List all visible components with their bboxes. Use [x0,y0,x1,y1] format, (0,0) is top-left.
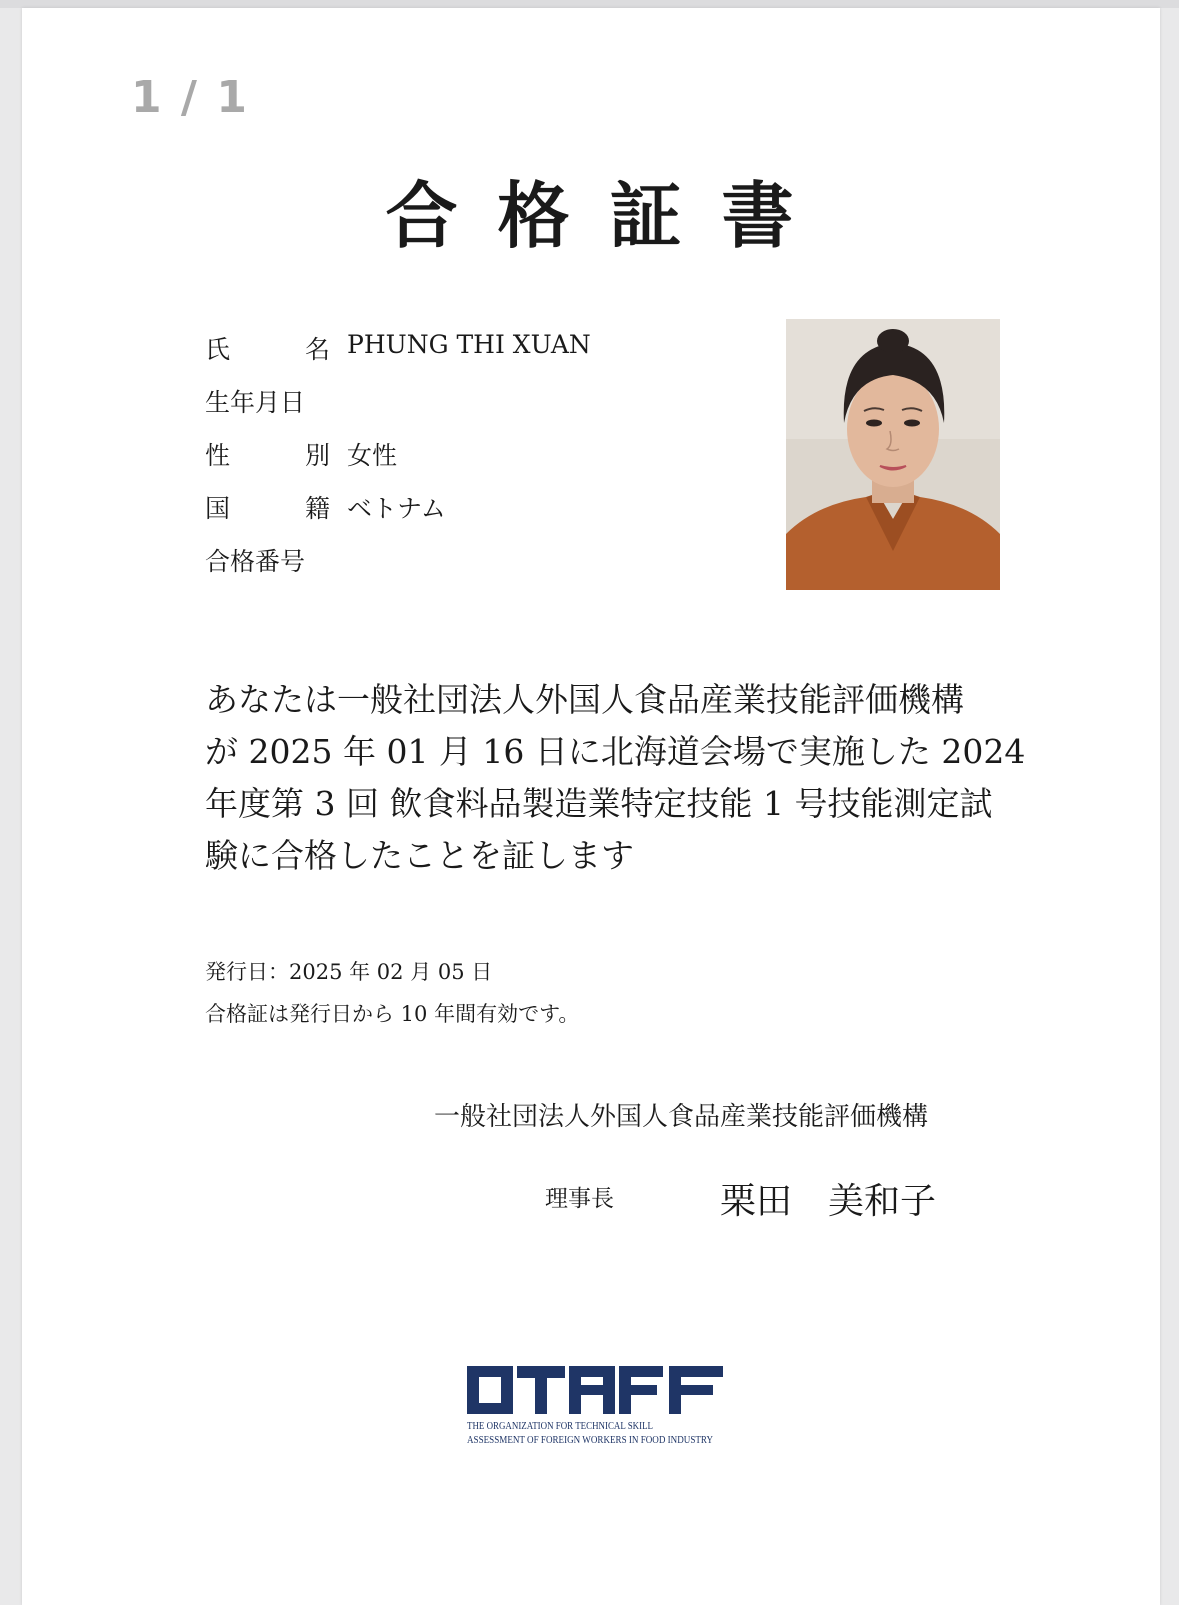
statement-line-1: あなたは一般社団法人外国人食品産業技能評価機構 [205,680,964,719]
certificate-statement [205,674,1026,882]
otaff-logo-mark [464,1362,726,1450]
applicant-photo-drawing [786,319,1000,590]
issuing-organization: 一般社団法人外国人食品産業技能評価機構 [434,1102,929,1132]
viewer-topbar [0,0,1179,8]
field-label-nationality: 国 籍 [205,494,331,523]
field-value-gender: 女性 [347,441,398,470]
otaff-logo [464,1362,726,1450]
statement-line-3: 年度第 3 回 飲食料品製造業特定技能 1 号技能測定試 [205,784,993,823]
field-label-pass-number: 合格番号 [205,547,306,576]
statement-line-2: が 2025 年 01 月 16 日に北海道会場で実施した 2024 [205,732,1026,771]
statement-line-4: 験に合格したことを証します [205,836,634,875]
logo-tagline-line-2: ASSESSMENT OF FOREIGN WORKERS IN FOOD INDUSTRY [467,1435,714,1446]
chair-name: 栗田 美和子 [720,1181,937,1222]
chair-title: 理事長 [545,1186,614,1212]
field-label-name: 氏 名 [205,335,331,364]
issue-date: 発行日：2025 年 02 月 05 日 [205,960,493,984]
field-value-nationality: ベトナム [347,494,446,523]
field-label-gender: 性 別 [205,441,331,470]
field-value-name: PHUNG THI XUAN [347,330,591,359]
validity-note: 合格証は発行日から 10 年間有効です。 [205,1002,580,1026]
field-label-birthdate: 生年月日 [205,388,306,417]
certificate-title: 合格証書 [385,173,834,258]
page-indicator: 1 / 1 [131,72,249,123]
applicant-photo [786,319,1000,590]
logo-tagline-line-1: THE ORGANIZATION FOR TECHNICAL SKILL [467,1421,653,1432]
